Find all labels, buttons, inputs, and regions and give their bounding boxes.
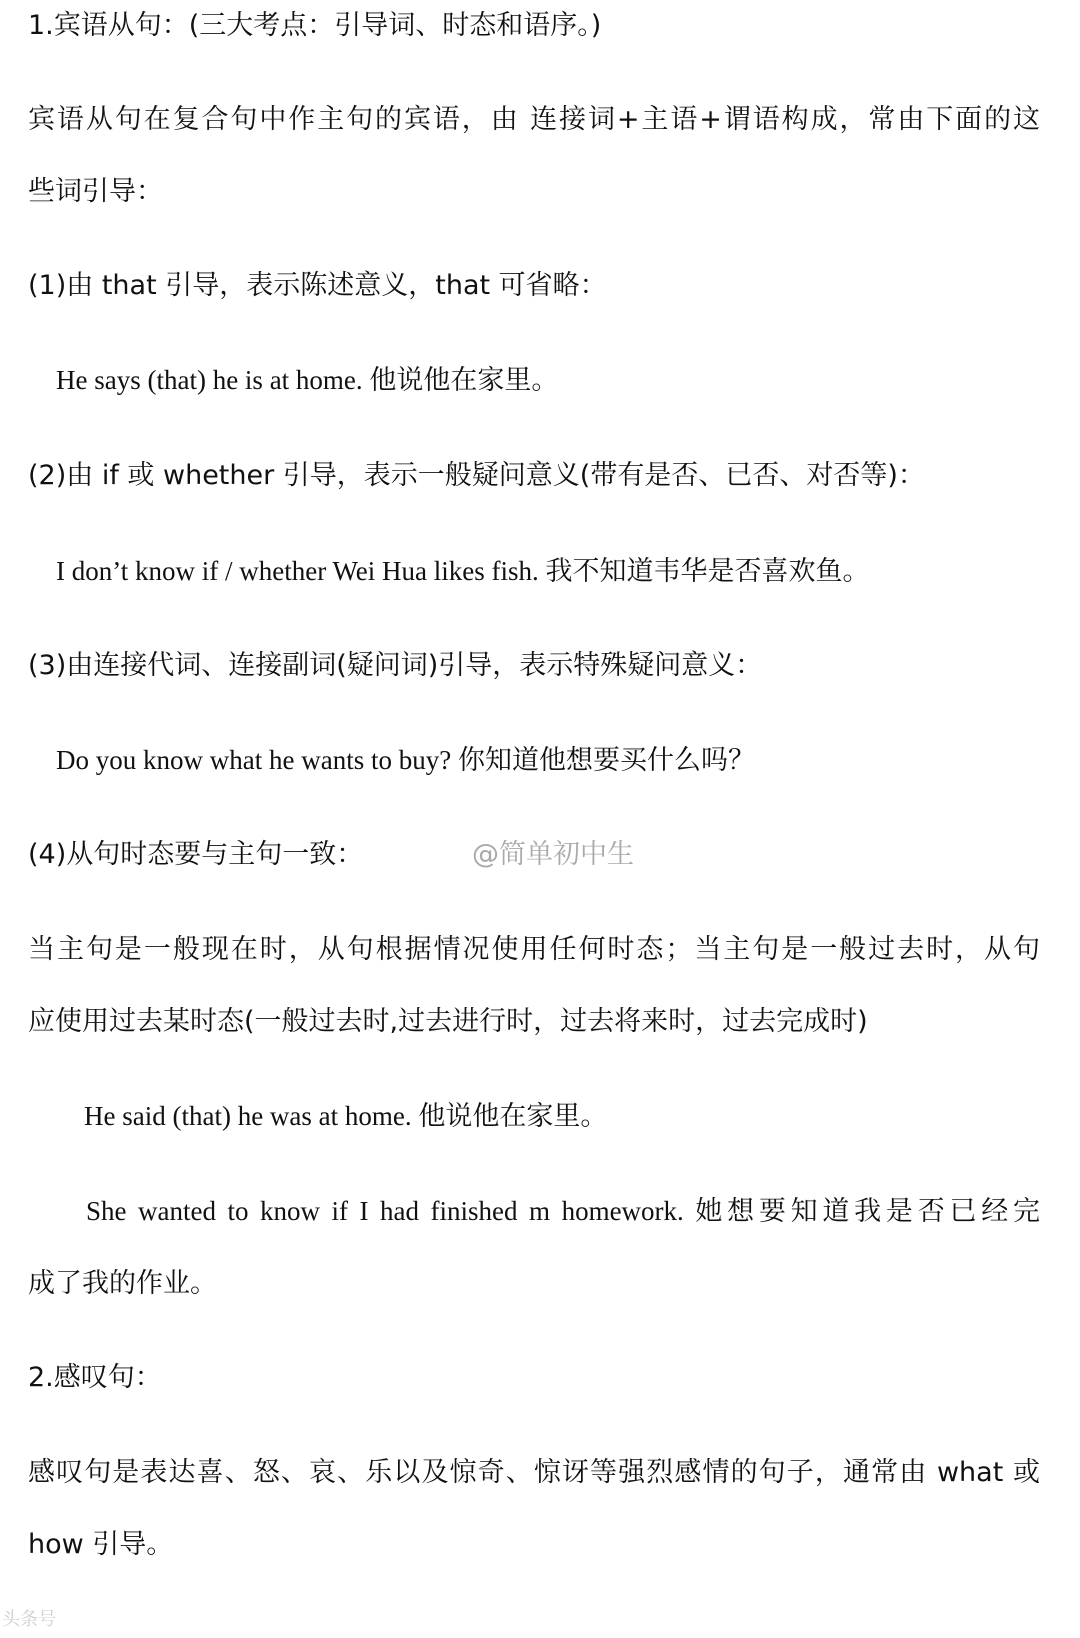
tense-rule-line-1: 当主句是一般现在时，从句根据情况使用任何时态；当主句是一般过去时，从句 [28,934,1040,965]
section-heading-object-clause: 1.宾语从句：(三大考点：引导词、时态和语序。) [28,10,602,41]
exclamatory-definition-line-1: 感叹句是表达喜、怒、哀、乐以及惊奇、惊讶等强烈感情的句子，通常由 what 或 [28,1457,1040,1488]
tense-example-2-line-2: 成了我的作业。 [28,1268,217,1299]
rule-3-heading: (3)由连接代词、连接副词(疑问词)引导，表示特殊疑问意义： [28,650,763,681]
tense-example-1: He said (that) he was at home. 他说他在家里。 [84,1101,608,1131]
section-heading-exclamatory-sentence: 2.感叹句： [28,1362,162,1393]
paragraph-object-clause-definition-line-1: 宾语从句在复合句中作主句的宾语，由 连接词+主语+谓语构成，常由下面的这 [28,104,1040,135]
tense-rule-line-2: 应使用过去某时态(一般过去时,过去进行时，过去将来时，过去完成时) [28,1006,868,1037]
corner-watermark: 头条号 [2,1609,56,1630]
rule-1-example: He says (that) he is at home. 他说他在家里。 [56,365,559,395]
rule-3-example: Do you know what he wants to buy? 你知道他想要买什么吗？ [56,745,755,775]
paragraph-object-clause-definition-line-2: 些词引导： [28,176,163,207]
tense-example-2-line-1: She wanted to know if I had finished m homework. 她想要知道我是否已经完 [86,1196,1040,1226]
rule-2-heading: (2)由 if 或 whether 引导，表示一般疑问意义(带有是否、已否、对否等)： [28,460,925,491]
rule-4-heading: (4)从句时态要与主句一致： [28,839,364,870]
rule-2-example: I don’t know if / whether Wei Hua likes fish. 我不知道韦华是否喜欢鱼。 [56,556,870,586]
exclamatory-definition-line-2: how 引导。 [28,1529,174,1560]
watermark-text: @简单初中生 [472,839,634,870]
rule-1-heading: (1)由 that 引导，表示陈述意义，that 可省略： [28,270,607,301]
